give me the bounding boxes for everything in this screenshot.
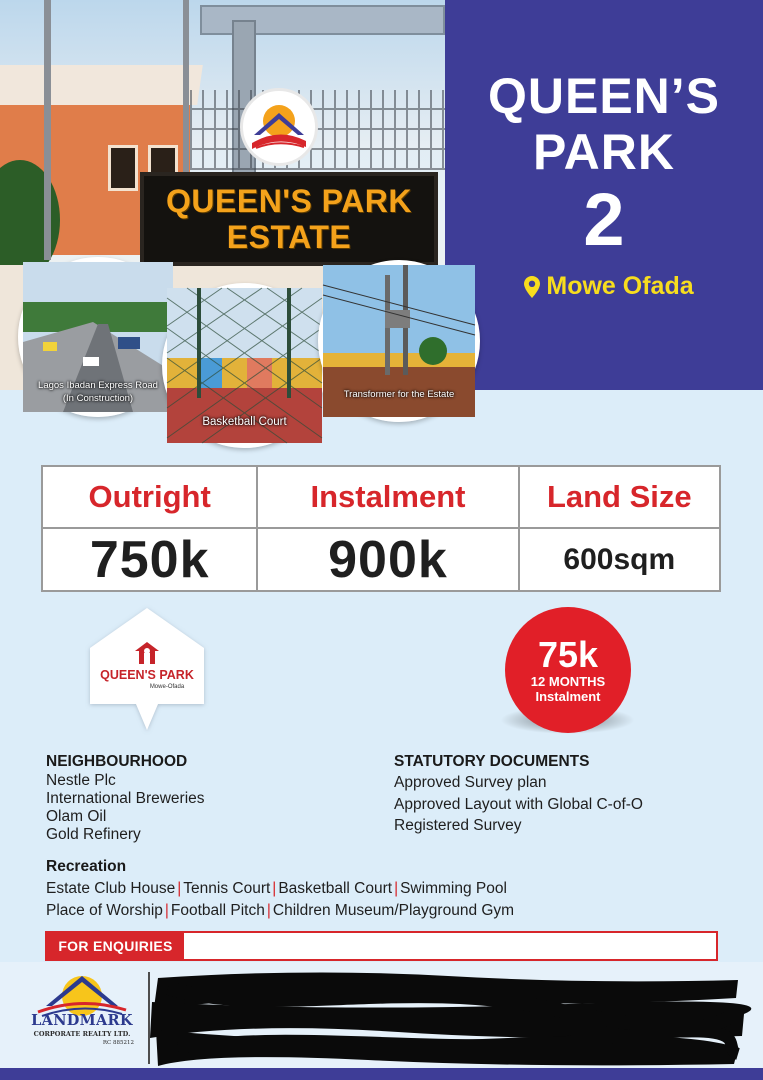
street-light-pole [44, 0, 51, 260]
queens-park-brand-name: QUEEN'S PARK [100, 668, 194, 682]
separator: | [164, 902, 169, 919]
list-item: Place of Worship [46, 902, 163, 919]
title-line-1: QUEEN’S [487, 68, 721, 124]
separator: | [272, 880, 277, 897]
company-name: LANDMARK [31, 1012, 133, 1029]
list-item: Approved Layout with Global C-of-O [394, 795, 643, 813]
title-panel [445, 0, 763, 390]
statutory-documents-section [394, 752, 734, 837]
separator: | [177, 880, 182, 897]
photo-caption: Transformer for the Estate [343, 389, 455, 400]
separator: | [394, 880, 399, 897]
neighbourhood-section [46, 752, 376, 844]
company-rc: RC 885212 [102, 1040, 134, 1046]
company-sub: CORPORATE REALTY LTD. [33, 1030, 131, 1038]
redacted-contact-scribble [148, 968, 748, 1068]
enquiries-bar [45, 931, 718, 961]
badge-label: Instalment [535, 689, 601, 704]
title-line-2: PARK [533, 124, 675, 180]
badge-months: 12 MONTHS [530, 674, 606, 689]
header-outright: Outright [42, 466, 257, 528]
roof-logo-icon [240, 88, 318, 166]
photo-expressway [18, 257, 178, 417]
value-instalment: 900k [257, 528, 518, 591]
list-item: Basketball Court [278, 880, 393, 897]
estate-sign-line-1: QUEEN'S PARK [166, 183, 412, 219]
list-item: Approved Survey plan [394, 774, 547, 791]
queens-park-brand-sub: Mowe-Ofada [149, 684, 185, 690]
list-item: Gold Refinery [46, 826, 141, 843]
badge-amount: 75k [537, 634, 599, 675]
instalment-badge [505, 607, 631, 733]
header-land-size: Land Size [519, 466, 720, 528]
map-pin-icon [524, 276, 540, 298]
statutory-heading: STATUTORY DOCUMENTS [394, 753, 590, 770]
list-item: Estate Club House [46, 880, 176, 897]
price-table-value-row [42, 528, 720, 591]
photo-transformer [318, 260, 480, 422]
list-item: Nestle Plc [46, 772, 116, 789]
separator: | [266, 902, 271, 919]
list-item: Tennis Court [183, 880, 271, 897]
recreation-section [46, 856, 746, 922]
estate-sign-line-2: ESTATE [226, 219, 352, 255]
list-item: International Breweries [46, 790, 205, 807]
value-land-size: 600sqm [519, 528, 720, 591]
location-text: Mowe Ofada [546, 272, 694, 300]
price-table [41, 465, 721, 592]
header-instalment: Instalment [257, 466, 518, 528]
recreation-row-1 [46, 878, 746, 900]
location [524, 272, 693, 301]
bottom-stripe [0, 1068, 763, 1080]
list-item: Football Pitch [170, 902, 265, 919]
photo-caption: (In Construction) [62, 393, 134, 404]
price-table-header-row [42, 466, 720, 528]
neighbourhood-heading: NEIGHBOURHOOD [46, 753, 188, 770]
recreation-row-2 [46, 900, 746, 922]
list-item: Children Museum/Playground Gym [272, 902, 515, 919]
enquiries-label: FOR ENQUIRIES [47, 933, 184, 959]
photo-basketball-court [162, 283, 327, 448]
photo-caption: Basketball Court [202, 416, 287, 428]
value-outright: 750k [42, 528, 257, 591]
list-item: Olam Oil [46, 808, 107, 825]
street-light-pole [183, 0, 189, 190]
estate-sign [140, 172, 438, 266]
recreation-heading: Recreation [46, 858, 127, 875]
photo-caption: Lagos Ibadan Express Road [38, 380, 158, 391]
list-item: Swimming Pool [400, 880, 507, 897]
list-item: Registered Survey [394, 817, 522, 834]
title-phase-number: 2 [583, 178, 625, 261]
